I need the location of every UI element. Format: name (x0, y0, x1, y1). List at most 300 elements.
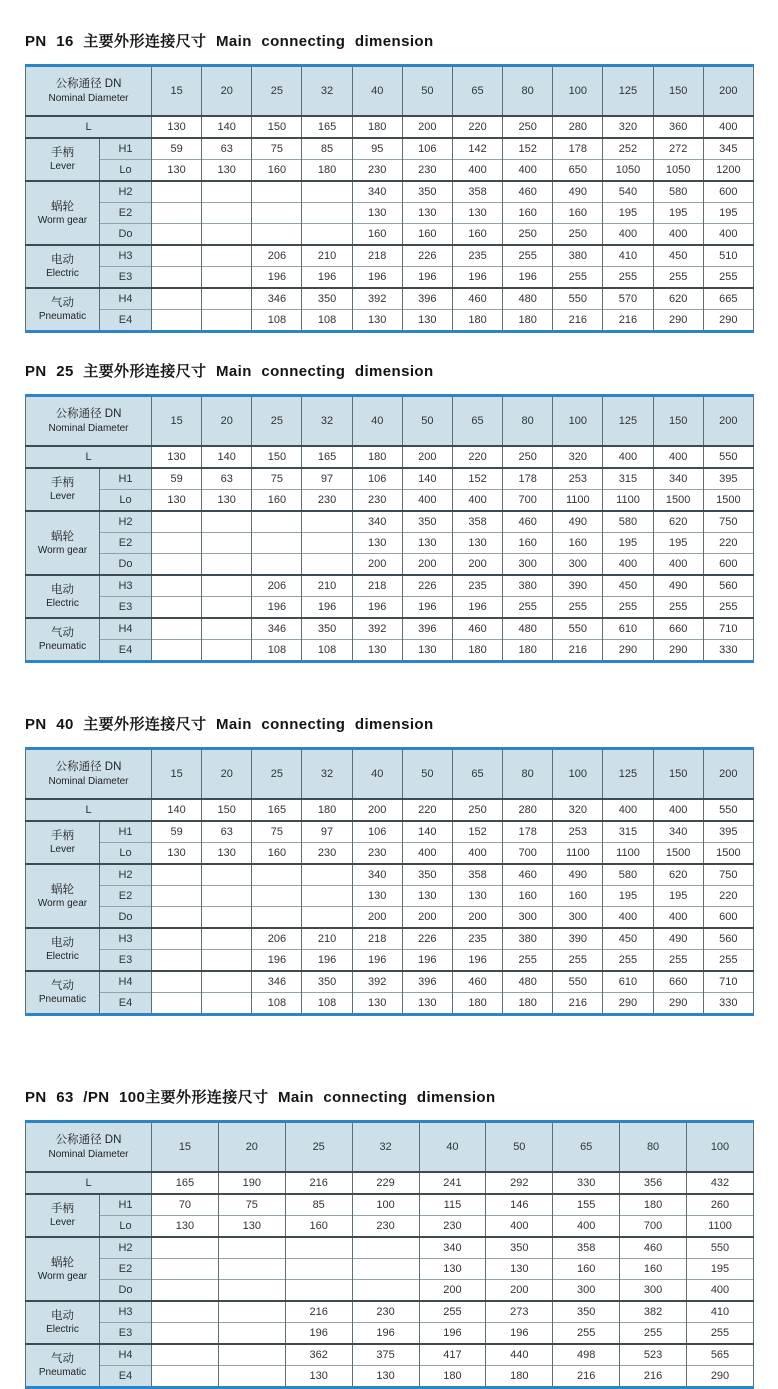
value-cell: 130 (486, 1259, 553, 1280)
value-cell (152, 267, 202, 289)
param-label-H2: H2 (100, 181, 152, 203)
value-cell (202, 618, 252, 640)
param-label-Lo: Lo (100, 843, 152, 865)
group-label-cn: 手柄 (51, 1203, 74, 1215)
value-cell: 356 (620, 1172, 687, 1194)
value-cell (202, 203, 252, 224)
value-cell: 395 (703, 821, 753, 843)
value-cell (218, 1323, 285, 1345)
param-label-H3: H3 (100, 928, 152, 950)
value-cell (302, 181, 352, 203)
value-cell: 255 (503, 597, 553, 619)
group-label-en: Lever (49, 1217, 75, 1228)
value-cell: 130 (202, 160, 252, 182)
value-cell (202, 575, 252, 597)
row-E3 (26, 1323, 754, 1345)
row-label-L: L (26, 799, 152, 821)
group-label-cn: 气动 (51, 1353, 74, 1365)
row-L (26, 116, 754, 138)
value-cell: 255 (603, 597, 653, 619)
row-Do (26, 554, 754, 576)
column-header-dn: 50 (486, 1122, 553, 1173)
value-cell: 252 (603, 138, 653, 160)
value-cell: 130 (402, 533, 452, 554)
value-cell: 750 (703, 511, 753, 533)
row-H2 (26, 511, 754, 533)
group-label-worm-gear (26, 864, 100, 928)
value-cell: 130 (352, 1366, 419, 1388)
value-cell: 106 (352, 821, 402, 843)
row-H4 (26, 1344, 754, 1366)
row-H3 (26, 575, 754, 597)
param-label-E3: E3 (100, 950, 152, 972)
value-cell (152, 181, 202, 203)
column-header-dn: 32 (302, 396, 352, 447)
param-label-H4: H4 (100, 1344, 152, 1366)
section-title-pn40: PN 40 主要外形连接尺寸 Main connecting dimension (25, 716, 434, 733)
value-cell: 160 (252, 843, 302, 865)
value-cell: 178 (553, 138, 603, 160)
value-cell: 130 (352, 640, 402, 662)
value-cell: 350 (402, 511, 452, 533)
param-label-E4: E4 (100, 640, 152, 662)
value-cell (152, 533, 202, 554)
dn-header-en: Nominal Diameter (48, 93, 129, 104)
table-header-row (26, 749, 754, 800)
value-cell: 460 (503, 181, 553, 203)
value-cell: 550 (553, 971, 603, 993)
value-cell: 195 (653, 886, 703, 907)
value-cell: 273 (486, 1301, 553, 1323)
value-cell: 180 (486, 1366, 553, 1388)
value-cell: 106 (352, 468, 402, 490)
value-cell: 250 (553, 224, 603, 246)
param-label-Do: Do (100, 1280, 152, 1302)
value-cell (218, 1344, 285, 1366)
row-E4 (26, 640, 754, 662)
column-header-dn: 32 (302, 749, 352, 800)
value-cell: 580 (653, 181, 703, 203)
value-cell (252, 907, 302, 929)
value-cell (252, 203, 302, 224)
value-cell (152, 907, 202, 929)
column-header-dn: 125 (603, 749, 653, 800)
value-cell: 165 (302, 116, 352, 138)
value-cell (218, 1259, 285, 1280)
value-cell: 400 (486, 1216, 553, 1238)
column-header-dn: 80 (503, 396, 553, 447)
group-label-cn: 手柄 (51, 147, 74, 159)
value-cell: 200 (402, 116, 452, 138)
row-H1 (26, 468, 754, 490)
value-cell: 115 (419, 1194, 486, 1216)
value-cell: 200 (402, 554, 452, 576)
value-cell: 230 (352, 160, 402, 182)
value-cell: 206 (252, 575, 302, 597)
group-label-cn: 电动 (51, 254, 74, 266)
value-cell: 75 (252, 138, 302, 160)
value-cell: 230 (352, 490, 402, 512)
value-cell: 196 (252, 267, 302, 289)
value-cell: 380 (503, 575, 553, 597)
param-label-Lo: Lo (100, 1216, 152, 1238)
value-cell: 130 (452, 886, 502, 907)
value-cell (202, 533, 252, 554)
row-E2 (26, 533, 754, 554)
row-Lo (26, 1216, 754, 1238)
value-cell: 382 (620, 1301, 687, 1323)
value-cell: 180 (302, 799, 352, 821)
group-label-en: Electric (46, 268, 79, 279)
value-cell: 140 (202, 116, 252, 138)
value-cell: 400 (603, 446, 653, 468)
value-cell (152, 288, 202, 310)
row-L (26, 799, 754, 821)
section-title-pn16: PN 16 主要外形连接尺寸 Main connecting dimension (25, 33, 434, 50)
value-cell (152, 864, 202, 886)
value-cell: 210 (302, 928, 352, 950)
value-cell: 340 (419, 1237, 486, 1259)
value-cell: 450 (603, 928, 653, 950)
value-cell: 75 (252, 468, 302, 490)
value-cell: 230 (352, 843, 402, 865)
value-cell: 85 (285, 1194, 352, 1216)
row-Lo (26, 843, 754, 865)
column-header-dn: 100 (553, 66, 603, 117)
value-cell: 200 (402, 907, 452, 929)
column-header-dn: 80 (620, 1122, 687, 1173)
param-label-H3: H3 (100, 245, 152, 267)
value-cell: 460 (620, 1237, 687, 1259)
value-cell: 216 (553, 640, 603, 662)
row-E4 (26, 993, 754, 1015)
column-header-dn: 200 (703, 396, 753, 447)
row-L (26, 1172, 754, 1194)
column-header-dn: 150 (653, 396, 703, 447)
value-cell: 565 (687, 1344, 754, 1366)
value-cell: 220 (452, 446, 502, 468)
value-cell: 130 (352, 203, 402, 224)
group-label-pneumatic (26, 288, 100, 332)
value-cell: 130 (452, 533, 502, 554)
value-cell: 235 (452, 245, 502, 267)
param-label-E3: E3 (100, 597, 152, 619)
value-cell: 180 (452, 640, 502, 662)
value-cell: 160 (503, 533, 553, 554)
value-cell: 142 (452, 138, 502, 160)
value-cell: 350 (553, 1301, 620, 1323)
value-cell: 350 (302, 288, 352, 310)
value-cell: 230 (352, 1301, 419, 1323)
value-cell: 230 (302, 490, 352, 512)
column-header-dn: 15 (152, 749, 202, 800)
value-cell (302, 511, 352, 533)
column-header-dn: 20 (218, 1122, 285, 1173)
value-cell: 196 (352, 950, 402, 972)
value-cell: 665 (703, 288, 753, 310)
value-cell: 180 (503, 310, 553, 332)
value-cell: 130 (152, 160, 202, 182)
value-cell: 130 (285, 1366, 352, 1388)
row-Lo (26, 160, 754, 182)
column-header-dn: 150 (653, 749, 703, 800)
column-header-dn: 65 (452, 749, 502, 800)
value-cell: 390 (553, 575, 603, 597)
value-cell: 130 (419, 1259, 486, 1280)
param-label-Do: Do (100, 907, 152, 929)
value-cell: 340 (352, 181, 402, 203)
row-E4 (26, 1366, 754, 1388)
value-cell: 196 (302, 267, 352, 289)
group-label-en: Pneumatic (38, 641, 87, 652)
value-cell (252, 554, 302, 576)
group-label-pneumatic (26, 971, 100, 1015)
value-cell: 550 (553, 618, 603, 640)
value-cell: 400 (503, 160, 553, 182)
value-cell: 450 (653, 245, 703, 267)
value-cell (218, 1280, 285, 1302)
value-cell: 255 (653, 267, 703, 289)
value-cell: 315 (603, 468, 653, 490)
group-label-cn: 蜗轮 (51, 883, 74, 896)
column-header-dn: 125 (603, 66, 653, 117)
value-cell: 196 (302, 950, 352, 972)
section-title-pn63-pn100: PN 63 /PN 100主要外形连接尺寸 Main connecting dimension (25, 1089, 496, 1106)
value-cell (352, 1237, 419, 1259)
value-cell: 200 (419, 1280, 486, 1302)
value-cell: 253 (553, 821, 603, 843)
value-cell: 253 (553, 468, 603, 490)
param-label-H2: H2 (100, 864, 152, 886)
dn-header-en: Nominal Diameter (48, 1149, 129, 1160)
value-cell: 620 (653, 511, 703, 533)
value-cell: 195 (603, 533, 653, 554)
value-cell: 63 (202, 468, 252, 490)
group-label-cn: 手柄 (51, 830, 74, 842)
value-cell: 70 (152, 1194, 219, 1216)
value-cell: 255 (553, 950, 603, 972)
value-cell (152, 950, 202, 972)
value-cell: 362 (285, 1344, 352, 1366)
value-cell (202, 245, 252, 267)
value-cell: 1100 (553, 490, 603, 512)
value-cell: 480 (503, 618, 553, 640)
value-cell: 410 (603, 245, 653, 267)
value-cell: 660 (653, 971, 703, 993)
value-cell (252, 511, 302, 533)
column-header-dn: 50 (402, 749, 452, 800)
value-cell: 130 (152, 446, 202, 468)
value-cell: 255 (603, 267, 653, 289)
value-cell: 196 (402, 950, 452, 972)
column-header-dn: 50 (402, 66, 452, 117)
value-cell (152, 1344, 219, 1366)
value-cell: 152 (503, 138, 553, 160)
value-cell: 490 (653, 575, 703, 597)
value-cell (152, 618, 202, 640)
value-cell: 1500 (653, 490, 703, 512)
value-cell: 600 (703, 554, 753, 576)
value-cell: 346 (252, 971, 302, 993)
value-cell: 580 (603, 511, 653, 533)
value-cell: 235 (452, 928, 502, 950)
table-header-row (26, 396, 754, 447)
group-label-en: Electric (46, 598, 79, 609)
value-cell: 400 (687, 1280, 754, 1302)
table-header-row (26, 1122, 754, 1173)
section-pn16 (25, 0, 754, 333)
value-cell: 600 (703, 181, 753, 203)
value-cell: 400 (653, 446, 703, 468)
column-header-dn: 200 (703, 749, 753, 800)
group-label-en: Lever (49, 491, 75, 502)
column-header-dn: 50 (402, 396, 452, 447)
dn-header-cell (26, 1122, 152, 1173)
value-cell: 255 (653, 950, 703, 972)
value-cell: 490 (653, 928, 703, 950)
value-cell: 1500 (653, 843, 703, 865)
value-cell (202, 864, 252, 886)
value-cell: 130 (152, 1216, 219, 1238)
value-cell: 700 (503, 843, 553, 865)
column-header-dn: 65 (553, 1122, 620, 1173)
value-cell: 108 (302, 310, 352, 332)
param-label-H2: H2 (100, 1237, 152, 1259)
value-cell: 216 (603, 310, 653, 332)
value-cell (202, 950, 252, 972)
column-header-dn: 100 (553, 396, 603, 447)
row-E2 (26, 886, 754, 907)
value-cell: 255 (553, 267, 603, 289)
group-label-lever (26, 468, 100, 511)
value-cell (352, 1280, 419, 1302)
value-cell: 59 (152, 821, 202, 843)
group-label-en: Pneumatic (38, 1367, 87, 1378)
value-cell: 196 (352, 597, 402, 619)
value-cell: 196 (452, 597, 502, 619)
row-E2 (26, 1259, 754, 1280)
value-cell: 620 (653, 864, 703, 886)
value-cell: 140 (402, 821, 452, 843)
group-label-en: Worm gear (37, 214, 88, 226)
group-label-lever (26, 821, 100, 864)
value-cell: 180 (620, 1194, 687, 1216)
column-header-dn: 25 (252, 749, 302, 800)
value-cell: 130 (352, 886, 402, 907)
value-cell: 290 (603, 993, 653, 1015)
column-header-dn: 15 (152, 66, 202, 117)
value-cell: 400 (653, 799, 703, 821)
value-cell: 290 (603, 640, 653, 662)
value-cell: 550 (553, 288, 603, 310)
group-label-cn: 电动 (51, 1310, 74, 1322)
row-E3 (26, 950, 754, 972)
value-cell (252, 533, 302, 554)
value-cell: 358 (452, 181, 502, 203)
value-cell: 130 (402, 203, 452, 224)
value-cell: 550 (703, 799, 753, 821)
group-label-electric (26, 1301, 100, 1344)
value-cell (202, 310, 252, 332)
value-cell: 1500 (703, 490, 753, 512)
value-cell: 610 (603, 618, 653, 640)
value-cell: 196 (252, 950, 302, 972)
row-H4 (26, 971, 754, 993)
value-cell (218, 1366, 285, 1388)
value-cell: 320 (603, 116, 653, 138)
group-label-en: Lever (49, 844, 75, 855)
column-header-dn: 125 (603, 396, 653, 447)
group-label-electric (26, 575, 100, 618)
value-cell: 1100 (603, 490, 653, 512)
value-cell: 1050 (653, 160, 703, 182)
value-cell: 160 (252, 160, 302, 182)
value-cell (302, 886, 352, 907)
value-cell: 550 (687, 1237, 754, 1259)
value-cell (202, 597, 252, 619)
value-cell: 178 (503, 468, 553, 490)
value-cell: 290 (653, 310, 703, 332)
value-cell: 218 (352, 575, 402, 597)
value-cell: 250 (503, 224, 553, 246)
param-label-E3: E3 (100, 267, 152, 289)
column-header-dn: 20 (202, 396, 252, 447)
value-cell: 700 (620, 1216, 687, 1238)
value-cell: 330 (553, 1172, 620, 1194)
param-label-E2: E2 (100, 533, 152, 554)
param-label-E2: E2 (100, 1259, 152, 1280)
value-cell: 160 (252, 490, 302, 512)
value-cell: 241 (419, 1172, 486, 1194)
value-cell: 358 (452, 511, 502, 533)
value-cell: 200 (352, 907, 402, 929)
value-cell: 216 (553, 993, 603, 1015)
value-cell: 216 (553, 1366, 620, 1388)
value-cell: 340 (653, 821, 703, 843)
group-label-cn: 手柄 (51, 477, 74, 489)
value-cell: 59 (152, 138, 202, 160)
row-H2 (26, 1237, 754, 1259)
group-label-cn: 气动 (51, 980, 74, 992)
dn-header-cell (26, 396, 152, 447)
value-cell (152, 993, 202, 1015)
param-label-Lo: Lo (100, 160, 152, 182)
value-cell: 330 (703, 993, 753, 1015)
value-cell: 180 (352, 116, 402, 138)
value-cell: 350 (486, 1237, 553, 1259)
value-cell: 160 (503, 886, 553, 907)
value-cell: 400 (603, 554, 653, 576)
value-cell: 400 (703, 224, 753, 246)
value-cell: 196 (486, 1323, 553, 1345)
value-cell (202, 971, 252, 993)
value-cell: 108 (252, 310, 302, 332)
value-cell: 95 (352, 138, 402, 160)
group-label-lever (26, 138, 100, 181)
value-cell: 218 (352, 245, 402, 267)
value-cell: 358 (452, 864, 502, 886)
value-cell (285, 1280, 352, 1302)
param-label-E2: E2 (100, 203, 152, 224)
value-cell: 300 (553, 554, 603, 576)
value-cell: 195 (687, 1259, 754, 1280)
value-cell: 130 (452, 203, 502, 224)
value-cell: 460 (452, 971, 502, 993)
value-cell: 710 (703, 971, 753, 993)
value-cell: 255 (553, 1323, 620, 1345)
value-cell (152, 1366, 219, 1388)
value-cell (202, 886, 252, 907)
